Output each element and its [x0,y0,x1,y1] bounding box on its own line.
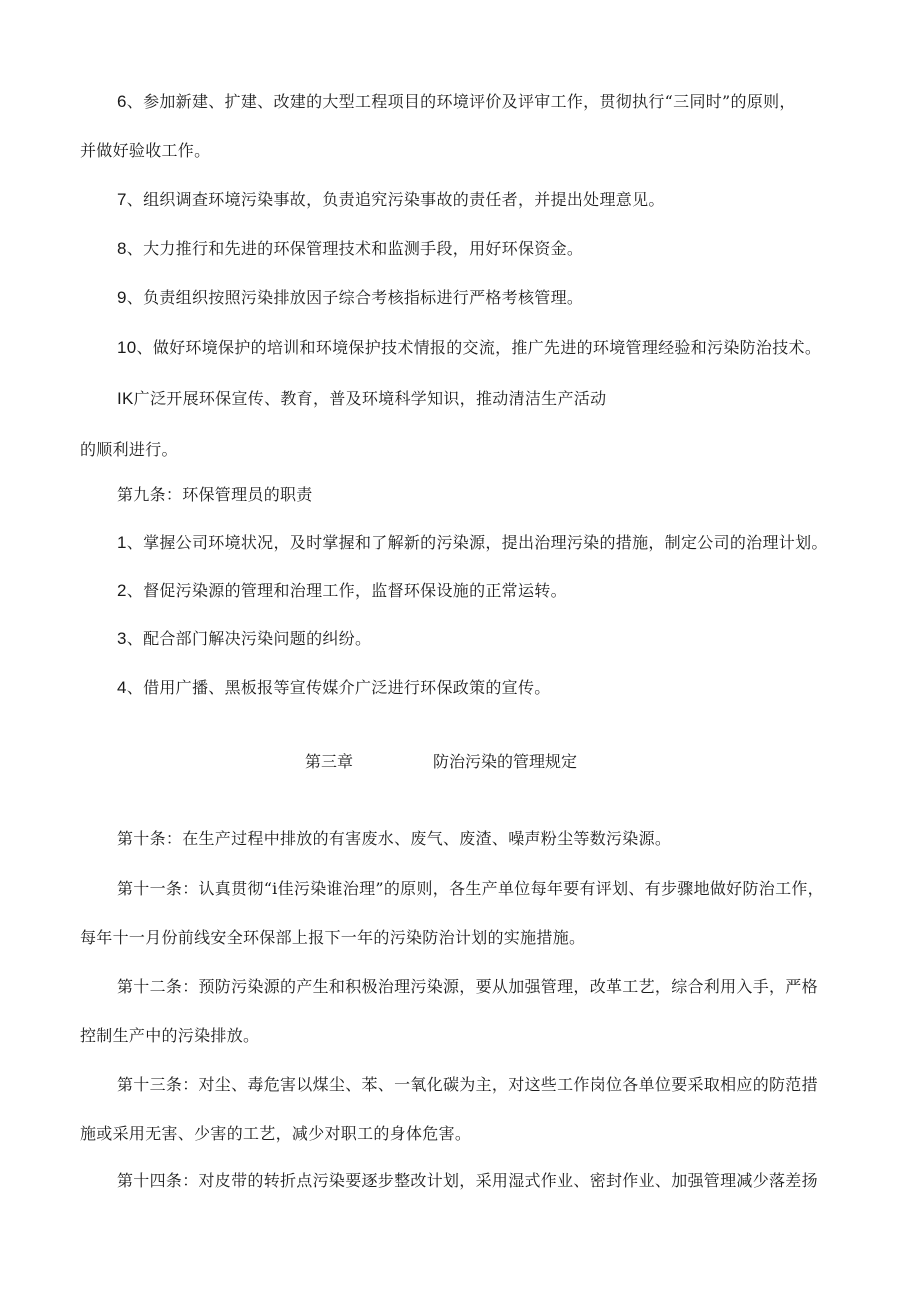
list-item-11 [117,388,606,410]
list-item-11-continued [80,439,178,461]
item-number: 6 [117,92,127,111]
article-13-line-1: 第十三条：对尘、毒危害以煤尘、苯、一氧化碳为主，对这些工作岗位各单位要采取相应的防范措 [117,1075,818,1094]
article-9-item-2 [117,580,567,602]
item-number: IK [117,389,134,408]
item-text: 的顺利进行。 [80,440,178,459]
item-text: 、配合部门解决污染问题的纠纷。 [126,629,372,648]
article-9-item-1 [117,532,828,554]
article-12-line-1: 第十二条：预防污染源的产生和积极治理污染源，要从加强管理，改革工艺，综合利用入手，严格 [117,977,818,996]
article-11-line-1: 第十一条：认真贯彻“i佳污染谁治理”的原则，各生产单位每年要有评划、有步骤地做好防治工作， [117,879,824,898]
item-number: 7 [117,190,127,209]
item-number: 3 [117,629,127,648]
list-item-7 [117,189,665,211]
article-9-title: 第九条：环保管理员的职责 [117,485,313,504]
item-number: 8 [117,239,127,258]
item-number: 1 [117,533,127,552]
list-item-9 [117,287,583,309]
article-12-line-2: 控制生产中的污染排放。 [80,1026,260,1045]
item-number: 10 [117,338,137,357]
article-11-line-2: 每年十一月份前线安全环保部上报下一年的污染防治计划的实施措施。 [80,928,586,947]
item-text: 、借用广播、黑板报等宣传媒介广泛进行环保政策的宣传。 [126,678,551,697]
article-9-item-3 [117,628,371,650]
item-text: 广泛开展环保宣传、教育，普及环境科学知识，推动清洁生产活动 [133,389,607,408]
item-number: 2 [117,581,127,600]
article-13-line-2: 施或采用无害、少害的工艺，减少对职工的身体危害。 [80,1124,472,1143]
item-text: 、大力推行和先进的环保管理技术和监测手段，用好环保资金。 [126,239,584,258]
item-text: 、督促污染源的管理和治理工作，监督环保设施的正常运转。 [126,581,567,600]
item-text: 、参加新建、扩建、改建的大型工程项目的环境评价及评审工作，贯彻执行“三同时”的原则， [126,92,796,111]
item-text: 、掌握公司环境状况，及时掌握和了解新的污染源，提出治理污染的措施，制定公司的治理计划。 [126,533,828,552]
chapter-number: 第三章 [305,752,354,771]
chapter-title: 防治污染的管理规定 [433,752,578,771]
list-item-8 [117,238,583,260]
item-number: 9 [117,288,127,307]
article-9-item-4 [117,677,551,699]
list-item-6 [117,91,796,113]
item-text: 并做好验收工作。 [80,141,211,160]
item-number: 4 [117,678,127,697]
item-text: 、组织调查环境污染事故，负责追究污染事故的责任者，并提出处理意见。 [126,190,665,209]
list-item-6-continued [80,140,210,162]
item-text: 、负责组织按照污染排放因子综合考核指标进行严格考核管理。 [126,288,584,307]
article-10: 第十条：在生产过程中排放的有害废水、废气、废渣、噪声粉尘等数污染源。 [117,829,672,848]
article-14-line-1: 第十四条：对皮带的转折点污染要逐步整改计划，采用湿式作业、密封作业、加强管理减少落差扬 [117,1171,818,1190]
item-text: 、做好环境保护的培训和环境保护技术情报的交流，推广先进的环境管理经验和污染防治技术。 [136,338,822,357]
list-item-10 [117,337,821,359]
